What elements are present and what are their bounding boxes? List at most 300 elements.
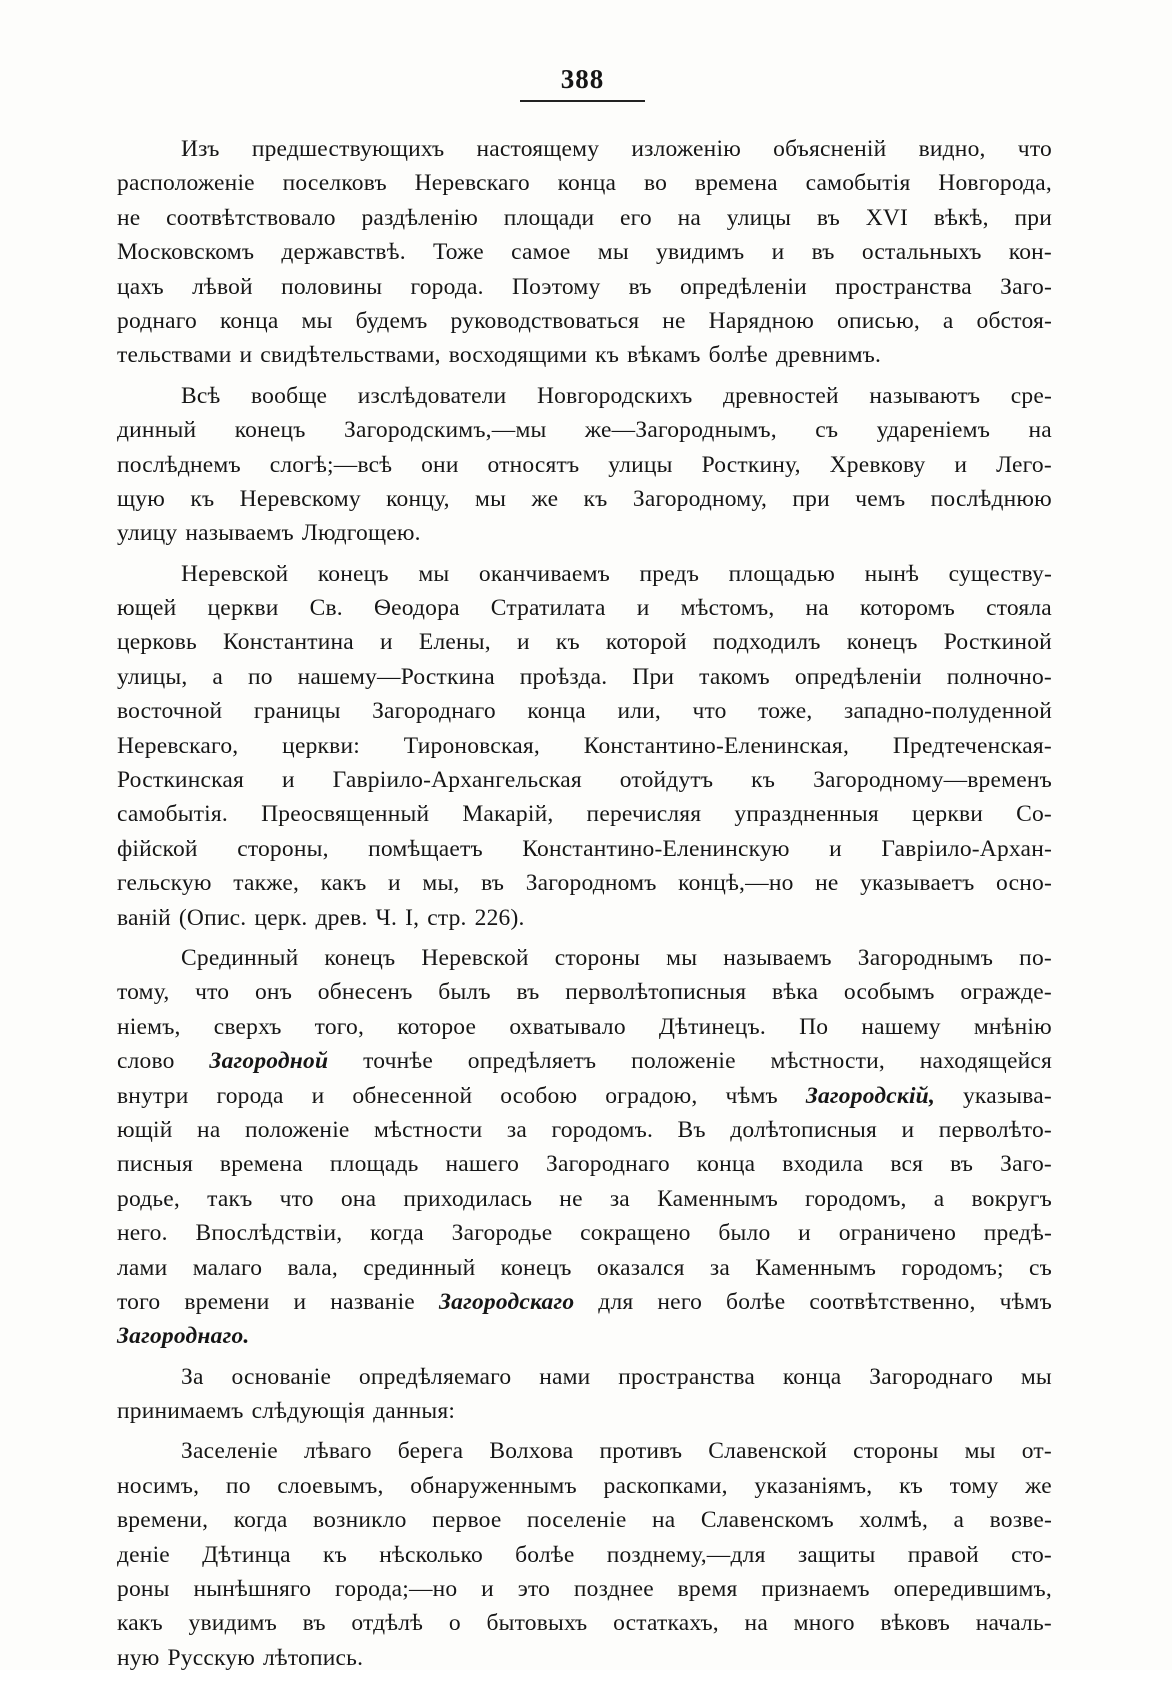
word: чѣмъ (725, 1082, 778, 1109)
paragraph (117, 132, 1052, 373)
word: остаткахъ, (613, 1610, 719, 1637)
word: и (311, 1082, 325, 1109)
word: Гавріило-Архан- (881, 835, 1052, 862)
word: роднаго (117, 307, 197, 334)
word: ваній (117, 904, 171, 931)
text-line (117, 797, 1052, 831)
word: слѣдующія (251, 1398, 366, 1425)
text-line (117, 625, 1052, 659)
word: предшествующихъ (251, 136, 445, 162)
word: указыва- (962, 1082, 1052, 1109)
word: вѣкамъ (627, 342, 701, 369)
word: мы (1020, 1363, 1052, 1390)
paragraph (117, 557, 1052, 935)
word: стр. (427, 904, 467, 931)
text-line (117, 832, 1052, 866)
word: раскопками, (603, 1472, 728, 1499)
word: церкви: (282, 732, 360, 759)
word: Елены, (418, 629, 491, 656)
word: называемъ (723, 944, 832, 971)
word: Загородному—временъ (813, 767, 1052, 794)
word: же (1025, 1472, 1052, 1499)
word: Росткинская (117, 767, 245, 794)
word: онъ (254, 979, 293, 1006)
word: писныя (117, 1151, 193, 1178)
text-line (117, 1216, 1052, 1250)
word: сокращено (580, 1220, 691, 1247)
word: того (117, 1288, 161, 1315)
word: мнѣнію (973, 1013, 1052, 1040)
word: и (771, 239, 785, 266)
word: города;—но (335, 1576, 458, 1603)
word: по (247, 663, 273, 690)
word: ющей (117, 595, 177, 622)
word: нѣсколько (379, 1541, 483, 1568)
word: Макарій, (462, 801, 554, 828)
text-line (117, 591, 1052, 625)
word: когда (370, 1220, 424, 1247)
text-line (117, 557, 1052, 591)
word: носимъ, (117, 1472, 200, 1499)
word: мы (301, 307, 333, 334)
word: цахъ (117, 273, 164, 300)
word: опредѣляетъ (467, 1048, 597, 1075)
word: положеніе (631, 1048, 736, 1075)
word: Загородскимъ,—мы (344, 417, 547, 444)
word: не (662, 307, 686, 334)
word: увидимъ (188, 1610, 277, 1637)
word: мы (597, 239, 629, 266)
word: города. (410, 273, 484, 300)
word: которое (397, 1013, 477, 1040)
text-line (117, 941, 1052, 975)
word: на (677, 204, 702, 231)
word: опередившимъ, (893, 1576, 1052, 1603)
word: а (933, 1185, 945, 1212)
word: которой (605, 629, 687, 656)
word: отдѣлѣ (351, 1610, 424, 1637)
word: правой (907, 1541, 979, 1568)
word: къ (751, 767, 776, 794)
word: Волхова (489, 1438, 574, 1465)
word: лѣтопись. (262, 1644, 364, 1671)
word: нашему—Росткина (297, 663, 495, 690)
word: Заго- (1000, 1151, 1052, 1178)
word: Дѣтинца (202, 1541, 291, 1568)
word: огражде- (960, 979, 1052, 1006)
word: въ (481, 870, 505, 897)
word: существу- (948, 560, 1052, 587)
word: названіе (330, 1288, 415, 1315)
word: слогѣ;—всѣ (269, 451, 393, 478)
word: древнимъ. (776, 342, 882, 369)
word: и (293, 1288, 307, 1315)
word: перечисляя (586, 801, 702, 828)
word: самое (511, 239, 571, 266)
word: возве- (989, 1507, 1052, 1534)
word: улицу (117, 520, 178, 547)
word: вообще (251, 382, 328, 409)
text-line (117, 1503, 1052, 1537)
word: него (657, 1288, 703, 1315)
word: обстоя- (976, 307, 1052, 334)
word: мы (964, 1438, 996, 1465)
text-line (117, 516, 1052, 550)
word: стороны (554, 944, 641, 971)
word: такъ (207, 1185, 253, 1212)
word: будемъ (355, 307, 428, 334)
word: на (651, 1507, 676, 1534)
word: было (718, 1220, 771, 1247)
text-line (117, 729, 1052, 763)
word: сре- (1010, 382, 1052, 409)
word: для (598, 1288, 634, 1315)
text-line (117, 1434, 1052, 1468)
word: Лего- (996, 451, 1052, 478)
word: церкви (911, 801, 984, 828)
text-line (117, 1251, 1052, 1285)
word: щую (117, 485, 166, 512)
word: свидѣтельствами, (260, 342, 441, 369)
word: городомъ, (805, 1185, 907, 1212)
word: городомъ; (901, 1254, 1004, 1281)
text-line (117, 201, 1052, 235)
word: полночно- (946, 663, 1052, 690)
word: за (609, 1185, 630, 1212)
word: положеніе (244, 1116, 350, 1143)
word: противъ (599, 1438, 683, 1465)
word: конецъ (846, 629, 918, 656)
word: не (815, 870, 839, 897)
word: времена (219, 1151, 303, 1178)
word: болѣе (726, 1288, 786, 1315)
word: изслѣдователи (357, 382, 507, 409)
emphasized-word: Загороднаго. (117, 1323, 250, 1350)
text-line (117, 1360, 1052, 1394)
text-line (117, 1319, 1052, 1353)
word: мы (418, 560, 450, 587)
word: роны (117, 1576, 170, 1603)
word: времена (694, 170, 778, 197)
word: Всѣ (181, 382, 221, 409)
word: конца (557, 170, 617, 197)
word: подходилъ (712, 629, 821, 656)
word: Росткину, (701, 451, 801, 478)
word: родье, (117, 1185, 181, 1212)
word: 226). (474, 904, 525, 931)
word: конецъ (317, 560, 389, 587)
word: а (953, 1507, 965, 1534)
word: находящейся (919, 1048, 1052, 1075)
text-line (117, 1572, 1052, 1606)
word: много (793, 1610, 855, 1637)
word: мы (666, 944, 698, 971)
text-line (117, 1394, 1052, 1428)
word: относятъ (487, 451, 580, 478)
text-line (117, 1469, 1052, 1503)
word: холмѣ, (859, 1507, 929, 1534)
word: ную (117, 1644, 160, 1671)
word: соотвѣтственно, (809, 1288, 976, 1315)
word: Русскую (167, 1644, 255, 1671)
word: Загороднымъ (857, 944, 994, 971)
word: берега (397, 1438, 464, 1465)
word: обнаруженнымъ (410, 1472, 577, 1499)
word: от- (1021, 1438, 1052, 1465)
word: Московскомъ (117, 239, 255, 266)
word: послѣднемъ (117, 451, 241, 478)
word: сверхъ (213, 1013, 282, 1040)
word: болѣе (515, 1541, 575, 1568)
word: тоже, (758, 698, 813, 725)
word: ющій (117, 1116, 173, 1143)
word: что (1017, 136, 1052, 162)
word: Предтеченская- (892, 732, 1052, 759)
word: осно- (996, 870, 1052, 897)
word: Дѣтинецъ. (658, 1013, 766, 1040)
word: видно, (918, 136, 986, 162)
word: перволѣто- (938, 1116, 1052, 1143)
word: стояла (986, 595, 1052, 622)
word: мѣстности (374, 1116, 483, 1143)
text-line (117, 1010, 1052, 1044)
word: восточной (117, 698, 223, 725)
word: Загороднаго (545, 1151, 670, 1178)
word: Срединный (181, 944, 299, 971)
word: Неревскаго, (117, 732, 239, 759)
word: Загороднаго (869, 1363, 994, 1390)
word: Гавріило-Архангельская (332, 767, 582, 794)
word: Ч. (375, 904, 398, 931)
word: увидимъ (656, 239, 745, 266)
word: ограничено (838, 1220, 957, 1247)
word: вокругъ (971, 1185, 1052, 1212)
word: опредѣляемаго (358, 1363, 512, 1390)
word: западно-полуденной (844, 698, 1052, 725)
word: о (448, 1610, 461, 1637)
word: Людгощею. (301, 520, 421, 547)
word: обнесенъ (317, 979, 413, 1006)
word: при (1014, 204, 1052, 231)
text-line (117, 1538, 1052, 1572)
word: руководствоваться (450, 307, 640, 334)
page-number-rule (520, 100, 645, 102)
emphasized-word: Загородскаго (438, 1288, 575, 1315)
word: концу, (386, 485, 450, 512)
word: ніемъ, (117, 1013, 181, 1040)
word: державствѣ. (281, 239, 406, 266)
word: болѣе (708, 342, 768, 369)
word: динный (117, 417, 197, 444)
word: данныя: (373, 1398, 456, 1425)
word: во (643, 170, 668, 197)
word: и (516, 629, 530, 656)
word: малаго (192, 1254, 263, 1281)
word: нашему (861, 1013, 941, 1040)
word: мы, (422, 870, 460, 897)
word: объясненій (773, 136, 887, 162)
word: за (709, 1254, 731, 1281)
word: обнесенной (352, 1082, 473, 1109)
word: приходилась (403, 1185, 533, 1212)
word: XVI (865, 204, 909, 231)
word: на (805, 595, 829, 622)
word: и (388, 870, 401, 897)
word: Нарядною (708, 307, 815, 334)
text-line (117, 1044, 1052, 1078)
word: конца (696, 1151, 756, 1178)
word: По (799, 1013, 829, 1040)
word: вала, (287, 1254, 338, 1281)
word: нами (539, 1363, 591, 1390)
word: церк. (254, 904, 308, 931)
word: пространства (835, 273, 972, 300)
word: защиты (797, 1541, 876, 1568)
word: Неревской (421, 944, 529, 971)
word: Ѳеодора (373, 595, 460, 622)
word: Новгорода, (938, 170, 1052, 197)
text-line (117, 338, 1052, 372)
word: а (942, 307, 954, 334)
word: началь- (975, 1610, 1052, 1637)
word: съ (815, 417, 839, 444)
word: Славенскомъ (700, 1507, 834, 1534)
word: она (340, 1185, 377, 1212)
text-line (117, 235, 1052, 269)
word: За (181, 1363, 204, 1390)
word: пространства (618, 1363, 756, 1390)
word: площадь (329, 1151, 419, 1178)
word: конецъ (234, 417, 306, 444)
word: фійской (117, 835, 198, 862)
text-line (117, 1147, 1052, 1181)
word: нынѣшняго (193, 1576, 312, 1603)
word: основаніе (231, 1363, 332, 1390)
word: оказался (596, 1254, 685, 1281)
word: позднему,—для (606, 1541, 766, 1568)
word: отойдутъ (619, 767, 714, 794)
word: послѣднюю (930, 485, 1052, 512)
text-line (117, 660, 1052, 694)
word: самобытія (805, 170, 911, 197)
word: и (829, 835, 842, 862)
word: мѣстомъ, (680, 595, 775, 622)
text-line (117, 132, 1052, 166)
word: такомъ (699, 663, 770, 690)
text-line (117, 763, 1052, 797)
word: Неревской (181, 560, 289, 587)
word: удареніемъ (876, 417, 991, 444)
word: входила (782, 1151, 864, 1178)
word: Неревскаго (414, 170, 530, 197)
word: въ (950, 1151, 974, 1178)
word: Неревскому (239, 485, 361, 512)
word: опредѣленіи (679, 273, 807, 300)
word: его (620, 204, 652, 231)
word: на (197, 1116, 221, 1143)
emphasized-word: Загородной (209, 1048, 329, 1075)
word: Стратилата (490, 595, 606, 622)
word: восходящими (448, 342, 588, 369)
text-line (117, 1606, 1052, 1640)
word: времени (184, 1288, 270, 1315)
word: Въ (677, 1116, 706, 1143)
word: по- (1019, 944, 1052, 971)
word: конца (219, 307, 279, 334)
word: за (506, 1116, 527, 1143)
text-line (117, 413, 1052, 447)
word: города (216, 1082, 284, 1109)
text-line (117, 1113, 1052, 1147)
word: по (225, 1472, 251, 1499)
word: Загородному, (632, 485, 768, 512)
paragraph (117, 379, 1052, 551)
word: къ (583, 485, 608, 512)
word: деніе (117, 1541, 170, 1568)
word: Изъ (181, 136, 220, 162)
word: которомъ (859, 595, 956, 622)
word: описью, (837, 307, 920, 334)
word: и (380, 629, 393, 656)
text-line (117, 975, 1052, 1009)
word: древностей (722, 382, 839, 409)
word: указываетъ (860, 870, 975, 897)
word: первое (432, 1507, 502, 1534)
word: же—Загороднымъ, (584, 417, 777, 444)
word: слово (117, 1048, 175, 1075)
word: принимаемъ (117, 1398, 244, 1425)
word: къ (595, 342, 620, 369)
body-text (117, 132, 1052, 1681)
word: они (421, 451, 459, 478)
paragraph (117, 1434, 1052, 1675)
word: остальныхъ (861, 239, 982, 266)
word: время (677, 1576, 738, 1603)
paragraph (117, 1360, 1052, 1429)
word: конецъ (324, 944, 396, 971)
word: При (632, 663, 675, 690)
word: городомъ. (551, 1116, 654, 1143)
text-line (117, 1079, 1052, 1113)
word: называютъ (869, 382, 981, 409)
word: поселковъ (282, 170, 387, 197)
word: чемъ (855, 485, 906, 512)
word: къ (323, 1541, 348, 1568)
word: а (212, 663, 224, 690)
word: конца (782, 1363, 842, 1390)
word: Росткиной (943, 629, 1052, 656)
word: къ (190, 485, 215, 512)
word: соотвѣтствовало (166, 204, 336, 231)
word: предѣ- (983, 1220, 1052, 1247)
word: мѣстности, (770, 1048, 885, 1075)
word: и (954, 451, 968, 478)
word: и (239, 342, 253, 369)
word: чѣмъ (999, 1288, 1052, 1315)
word: называемъ (185, 520, 294, 547)
word: опредѣленіи (794, 663, 922, 690)
word: точнѣе (363, 1048, 433, 1075)
word: Славенской (708, 1438, 828, 1465)
word: что (692, 698, 727, 725)
word: упраздненныя (734, 801, 879, 828)
word: него. (117, 1220, 168, 1247)
text-line (117, 1182, 1052, 1216)
word: или, (617, 698, 661, 725)
word: расположеніе (117, 170, 255, 197)
word: и (636, 595, 650, 622)
word: изложенію (631, 136, 741, 162)
